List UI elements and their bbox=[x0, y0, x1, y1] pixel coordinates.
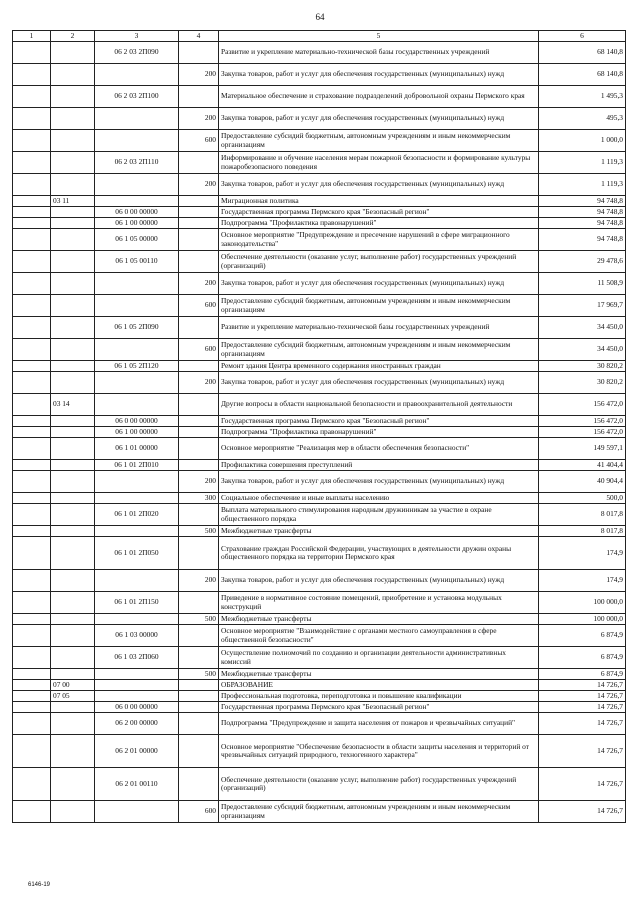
amount-cell: 34 450,0 bbox=[539, 339, 626, 361]
amount-cell: 1 119,3 bbox=[539, 174, 626, 196]
expense-type-cell bbox=[179, 427, 219, 438]
description-cell: Социальное обеспечение и иные выплаты населению bbox=[219, 493, 539, 504]
target-article-cell: 06 2 03 2П100 bbox=[95, 86, 179, 108]
description-cell: Закупка товаров, работ и услуг для обеспечения государственных (муниципальных) нужд bbox=[219, 372, 539, 394]
footer-code: 6146-19 bbox=[28, 882, 51, 888]
table-row bbox=[13, 108, 626, 130]
col1-cell bbox=[13, 669, 51, 680]
col1-cell bbox=[13, 471, 51, 493]
table-row bbox=[13, 801, 626, 823]
description-cell: Государственная программа Пермского края "Безопасный регион" bbox=[219, 702, 539, 713]
budget-table bbox=[12, 30, 626, 823]
amount-cell: 14 726,7 bbox=[539, 713, 626, 735]
section-code-cell: 03 11 bbox=[51, 196, 95, 207]
description-cell: Подпрограмма "Предупреждение и защита населения от пожаров и чрезвычайных ситуаций" bbox=[219, 713, 539, 735]
section-code-cell bbox=[51, 251, 95, 273]
expense-type-cell: 200 bbox=[179, 64, 219, 86]
expense-type-cell: 500 bbox=[179, 669, 219, 680]
section-code-cell bbox=[51, 614, 95, 625]
section-code-cell bbox=[51, 735, 95, 768]
amount-cell: 14 726,7 bbox=[539, 702, 626, 713]
section-code-cell bbox=[51, 570, 95, 592]
description-cell: Развитие и укрепление материально-технической базы государственных учреждений bbox=[219, 317, 539, 339]
target-article-cell: 06 0 00 00000 bbox=[95, 416, 179, 427]
description-cell: Основное мероприятие "Предупреждение и пресечение нарушений в сфере миграционного законодательства" bbox=[219, 229, 539, 251]
table-row bbox=[13, 42, 626, 64]
section-code-cell bbox=[51, 86, 95, 108]
expense-type-cell: 200 bbox=[179, 471, 219, 493]
description-cell: Предоставление субсидий бюджетным, автономным учреждениям и иным некоммерческим организациям bbox=[219, 295, 539, 317]
table-row bbox=[13, 251, 626, 273]
expense-type-cell bbox=[179, 207, 219, 218]
section-code-cell bbox=[51, 768, 95, 801]
table-row bbox=[13, 427, 626, 438]
header-cell-5: 5 bbox=[219, 31, 539, 42]
target-article-cell: 06 1 01 2П150 bbox=[95, 592, 179, 614]
amount-cell: 100 000,0 bbox=[539, 614, 626, 625]
section-code-cell bbox=[51, 64, 95, 86]
table-row bbox=[13, 713, 626, 735]
section-code-cell bbox=[51, 702, 95, 713]
table-row bbox=[13, 317, 626, 339]
section-code-cell bbox=[51, 537, 95, 570]
col1-cell bbox=[13, 570, 51, 592]
target-article-cell: 06 2 01 00000 bbox=[95, 735, 179, 768]
col1-cell bbox=[13, 317, 51, 339]
amount-cell: 94 748,8 bbox=[539, 196, 626, 207]
expense-type-cell bbox=[179, 647, 219, 669]
col1-cell bbox=[13, 625, 51, 647]
description-cell: Материальное обеспечение и страхование подразделений добровольной охраны Пермского края bbox=[219, 86, 539, 108]
section-code-cell bbox=[51, 108, 95, 130]
target-article-cell bbox=[95, 295, 179, 317]
target-article-cell bbox=[95, 669, 179, 680]
table-row bbox=[13, 570, 626, 592]
table-row bbox=[13, 130, 626, 152]
target-article-cell bbox=[95, 614, 179, 625]
target-article-cell: 06 1 01 2П010 bbox=[95, 460, 179, 471]
table-row bbox=[13, 394, 626, 416]
target-article-cell bbox=[95, 64, 179, 86]
amount-cell: 68 140,8 bbox=[539, 42, 626, 64]
amount-cell: 14 726,7 bbox=[539, 801, 626, 823]
amount-cell: 68 140,8 bbox=[539, 64, 626, 86]
description-cell: Закупка товаров, работ и услуг для обеспечения государственных (муниципальных) нужд bbox=[219, 64, 539, 86]
col1-cell bbox=[13, 273, 51, 295]
description-cell: Межбюджетные трансферты bbox=[219, 669, 539, 680]
amount-cell: 30 820,2 bbox=[539, 361, 626, 372]
target-article-cell bbox=[95, 196, 179, 207]
col1-cell bbox=[13, 537, 51, 570]
table-row bbox=[13, 493, 626, 504]
target-article-cell bbox=[95, 691, 179, 702]
col1-cell bbox=[13, 614, 51, 625]
expense-type-cell: 200 bbox=[179, 273, 219, 295]
col1-cell bbox=[13, 713, 51, 735]
col1-cell bbox=[13, 394, 51, 416]
description-cell: Развитие и укрепление материально-технической базы государственных учреждений bbox=[219, 42, 539, 64]
target-article-cell bbox=[95, 526, 179, 537]
col1-cell bbox=[13, 801, 51, 823]
section-code-cell bbox=[51, 273, 95, 295]
target-article-cell bbox=[95, 339, 179, 361]
amount-cell: 1 495,3 bbox=[539, 86, 626, 108]
amount-cell: 1 000,0 bbox=[539, 130, 626, 152]
table-row bbox=[13, 339, 626, 361]
expense-type-cell bbox=[179, 537, 219, 570]
col1-cell bbox=[13, 768, 51, 801]
description-cell: Миграционная политика bbox=[219, 196, 539, 207]
target-article-cell: 06 1 03 2П060 bbox=[95, 647, 179, 669]
target-article-cell: 06 2 01 00110 bbox=[95, 768, 179, 801]
col1-cell bbox=[13, 174, 51, 196]
expense-type-cell: 200 bbox=[179, 570, 219, 592]
section-code-cell bbox=[51, 174, 95, 196]
col1-cell bbox=[13, 526, 51, 537]
expense-type-cell: 600 bbox=[179, 801, 219, 823]
table-row bbox=[13, 647, 626, 669]
table-row bbox=[13, 526, 626, 537]
amount-cell: 6 874,9 bbox=[539, 625, 626, 647]
description-cell: Межбюджетные трансферты bbox=[219, 614, 539, 625]
col1-cell bbox=[13, 295, 51, 317]
expense-type-cell bbox=[179, 680, 219, 691]
expense-type-cell bbox=[179, 86, 219, 108]
section-code-cell bbox=[51, 372, 95, 394]
amount-cell: 156 472,0 bbox=[539, 416, 626, 427]
table-row bbox=[13, 416, 626, 427]
expense-type-cell bbox=[179, 42, 219, 64]
table-row bbox=[13, 207, 626, 218]
target-article-cell: 06 1 00 00000 bbox=[95, 427, 179, 438]
section-code-cell bbox=[51, 42, 95, 64]
section-code-cell: 07 00 bbox=[51, 680, 95, 691]
description-cell: Страхование граждан Российской Федерации, участвующих в деятельности дружин охраны общественного порядка на территории Пермского края bbox=[219, 537, 539, 570]
section-code-cell: 07 05 bbox=[51, 691, 95, 702]
target-article-cell bbox=[95, 570, 179, 592]
table-row bbox=[13, 218, 626, 229]
table-row bbox=[13, 680, 626, 691]
expense-type-cell bbox=[179, 625, 219, 647]
expense-type-cell bbox=[179, 152, 219, 174]
expense-type-cell bbox=[179, 361, 219, 372]
description-cell: Закупка товаров, работ и услуг для обеспечения государственных (муниципальных) нужд bbox=[219, 108, 539, 130]
description-cell: Ремонт здания Центра временного содержания иностранных граждан bbox=[219, 361, 539, 372]
amount-cell: 495,3 bbox=[539, 108, 626, 130]
table-row bbox=[13, 174, 626, 196]
target-article-cell: 06 2 03 2П110 bbox=[95, 152, 179, 174]
description-cell: Профилактика совершения преступлений bbox=[219, 460, 539, 471]
target-article-cell: 06 1 05 00110 bbox=[95, 251, 179, 273]
target-article-cell: 06 1 05 2П120 bbox=[95, 361, 179, 372]
section-code-cell bbox=[51, 504, 95, 526]
description-cell: Закупка товаров, работ и услуг для обеспечения государственных (муниципальных) нужд bbox=[219, 471, 539, 493]
col1-cell bbox=[13, 504, 51, 526]
col1-cell bbox=[13, 691, 51, 702]
amount-cell: 34 450,0 bbox=[539, 317, 626, 339]
expense-type-cell bbox=[179, 504, 219, 526]
target-article-cell: 06 1 01 2П050 bbox=[95, 537, 179, 570]
description-cell: Закупка товаров, работ и услуг для обеспечения государственных (муниципальных) нужд bbox=[219, 174, 539, 196]
amount-cell: 94 748,8 bbox=[539, 229, 626, 251]
amount-cell: 149 597,1 bbox=[539, 438, 626, 460]
target-article-cell bbox=[95, 680, 179, 691]
amount-cell: 174,9 bbox=[539, 537, 626, 570]
table-row bbox=[13, 152, 626, 174]
section-code-cell bbox=[51, 207, 95, 218]
description-cell: Обеспечение деятельности (оказание услуг, выполнение работ) государственных учреждений (организаций) bbox=[219, 251, 539, 273]
amount-cell: 17 969,7 bbox=[539, 295, 626, 317]
table-row bbox=[13, 735, 626, 768]
expense-type-cell: 200 bbox=[179, 174, 219, 196]
expense-type-cell bbox=[179, 735, 219, 768]
table-row bbox=[13, 86, 626, 108]
table-row bbox=[13, 361, 626, 372]
col1-cell bbox=[13, 702, 51, 713]
amount-cell: 100 000,0 bbox=[539, 592, 626, 614]
expense-type-cell: 500 bbox=[179, 526, 219, 537]
expense-type-cell bbox=[179, 460, 219, 471]
expense-type-cell bbox=[179, 229, 219, 251]
target-article-cell bbox=[95, 108, 179, 130]
header-cell-3: 3 bbox=[95, 31, 179, 42]
section-code-cell bbox=[51, 647, 95, 669]
col1-cell bbox=[13, 130, 51, 152]
target-article-cell bbox=[95, 130, 179, 152]
col1-cell bbox=[13, 460, 51, 471]
table-row bbox=[13, 691, 626, 702]
amount-cell: 94 748,8 bbox=[539, 218, 626, 229]
table-row bbox=[13, 196, 626, 207]
header-cell-6: 6 bbox=[539, 31, 626, 42]
amount-cell: 156 472,0 bbox=[539, 427, 626, 438]
table-row bbox=[13, 471, 626, 493]
section-code-cell bbox=[51, 438, 95, 460]
col1-cell bbox=[13, 64, 51, 86]
amount-cell: 8 017,8 bbox=[539, 526, 626, 537]
expense-type-cell bbox=[179, 702, 219, 713]
amount-cell: 8 017,8 bbox=[539, 504, 626, 526]
page-number: 64 bbox=[315, 12, 325, 22]
table-row bbox=[13, 504, 626, 526]
description-cell: Информирование и обучение населения мерам пожарной безопасности и формирование культуры пожаробезопасного поведения bbox=[219, 152, 539, 174]
col1-cell bbox=[13, 361, 51, 372]
description-cell: Государственная программа Пермского края "Безопасный регион" bbox=[219, 207, 539, 218]
section-code-cell bbox=[51, 669, 95, 680]
description-cell: Подпрограмма "Профилактика правонарушений" bbox=[219, 218, 539, 229]
target-article-cell bbox=[95, 372, 179, 394]
section-code-cell bbox=[51, 427, 95, 438]
col1-cell bbox=[13, 196, 51, 207]
expense-type-cell: 600 bbox=[179, 339, 219, 361]
col1-cell bbox=[13, 251, 51, 273]
expense-type-cell bbox=[179, 196, 219, 207]
header-cell-2: 2 bbox=[51, 31, 95, 42]
amount-cell: 14 726,7 bbox=[539, 691, 626, 702]
table-row bbox=[13, 702, 626, 713]
table-body bbox=[13, 42, 626, 823]
section-code-cell bbox=[51, 339, 95, 361]
description-cell: Предоставление субсидий бюджетным, автономным учреждениям и иным некоммерческим организациям bbox=[219, 130, 539, 152]
expense-type-cell: 200 bbox=[179, 372, 219, 394]
col1-cell bbox=[13, 427, 51, 438]
target-article-cell bbox=[95, 174, 179, 196]
header-cell-1: 1 bbox=[13, 31, 51, 42]
target-article-cell: 06 0 00 00000 bbox=[95, 207, 179, 218]
amount-cell: 6 874,9 bbox=[539, 669, 626, 680]
description-cell: Закупка товаров, работ и услуг для обеспечения государственных (муниципальных) нужд bbox=[219, 273, 539, 295]
col1-cell bbox=[13, 416, 51, 427]
section-code-cell bbox=[51, 295, 95, 317]
expense-type-cell bbox=[179, 691, 219, 702]
section-code-cell bbox=[51, 713, 95, 735]
amount-cell: 14 726,7 bbox=[539, 680, 626, 691]
expense-type-cell: 500 bbox=[179, 614, 219, 625]
col1-cell bbox=[13, 680, 51, 691]
target-article-cell bbox=[95, 394, 179, 416]
description-cell: Основное мероприятие "Обеспечение безопасности в области защиты населения и территорий от чрезвычайных ситуаций природного, техногенного характера" bbox=[219, 735, 539, 768]
expense-type-cell: 300 bbox=[179, 493, 219, 504]
target-article-cell: 06 1 01 2П020 bbox=[95, 504, 179, 526]
section-code-cell bbox=[51, 317, 95, 339]
description-cell: Предоставление субсидий бюджетным, автономным учреждениям и иным некоммерческим организациям bbox=[219, 339, 539, 361]
description-cell: Подпрограмма "Профилактика правонарушений" bbox=[219, 427, 539, 438]
description-cell: Закупка товаров, работ и услуг для обеспечения государственных (муниципальных) нужд bbox=[219, 570, 539, 592]
col1-cell bbox=[13, 372, 51, 394]
col1-cell bbox=[13, 86, 51, 108]
amount-cell: 30 820,2 bbox=[539, 372, 626, 394]
table-row bbox=[13, 64, 626, 86]
table-row bbox=[13, 625, 626, 647]
target-article-cell bbox=[95, 801, 179, 823]
table-row bbox=[13, 229, 626, 251]
description-cell: Предоставление субсидий бюджетным, автономным учреждениям и иным некоммерческим организациям bbox=[219, 801, 539, 823]
amount-cell: 156 472,0 bbox=[539, 394, 626, 416]
table-row bbox=[13, 768, 626, 801]
section-code-cell bbox=[51, 460, 95, 471]
expense-type-cell bbox=[179, 768, 219, 801]
description-cell: Основное мероприятие "Взаимодействие с органами местного самоуправления в сфере общественной безопасности" bbox=[219, 625, 539, 647]
expense-type-cell bbox=[179, 438, 219, 460]
col1-cell bbox=[13, 493, 51, 504]
amount-cell: 174,9 bbox=[539, 570, 626, 592]
section-code-cell bbox=[51, 471, 95, 493]
description-cell: Осуществление полномочий по созданию и организации деятельности административных комиссий bbox=[219, 647, 539, 669]
col1-cell bbox=[13, 229, 51, 251]
col1-cell bbox=[13, 42, 51, 64]
expense-type-cell bbox=[179, 713, 219, 735]
amount-cell: 40 904,4 bbox=[539, 471, 626, 493]
expense-type-cell bbox=[179, 416, 219, 427]
col1-cell bbox=[13, 735, 51, 768]
expense-type-cell bbox=[179, 218, 219, 229]
description-cell: Межбюджетные трансферты bbox=[219, 526, 539, 537]
amount-cell: 94 748,8 bbox=[539, 207, 626, 218]
target-article-cell bbox=[95, 471, 179, 493]
amount-cell: 6 874,9 bbox=[539, 647, 626, 669]
target-article-cell: 06 1 05 2П090 bbox=[95, 317, 179, 339]
header-row bbox=[13, 31, 626, 42]
description-cell: Обеспечение деятельности (оказание услуг, выполнение работ) государственных учреждений (организаций) bbox=[219, 768, 539, 801]
section-code-cell bbox=[51, 493, 95, 504]
expense-type-cell: 200 bbox=[179, 108, 219, 130]
amount-cell: 14 726,7 bbox=[539, 735, 626, 768]
col1-cell bbox=[13, 152, 51, 174]
description-cell: Выплата материального стимулирования народным дружинникам за участие в охране общественного порядка bbox=[219, 504, 539, 526]
table-row bbox=[13, 537, 626, 570]
expense-type-cell bbox=[179, 394, 219, 416]
table-row bbox=[13, 669, 626, 680]
target-article-cell bbox=[95, 273, 179, 295]
table-row bbox=[13, 438, 626, 460]
expense-type-cell bbox=[179, 251, 219, 273]
col1-cell bbox=[13, 647, 51, 669]
target-article-cell: 06 1 05 00000 bbox=[95, 229, 179, 251]
description-cell: ОБРАЗОВАНИЕ bbox=[219, 680, 539, 691]
col1-cell bbox=[13, 207, 51, 218]
col1-cell bbox=[13, 108, 51, 130]
target-article-cell: 06 1 00 00000 bbox=[95, 218, 179, 229]
header-cell-4: 4 bbox=[179, 31, 219, 42]
table-row bbox=[13, 460, 626, 471]
col1-cell bbox=[13, 339, 51, 361]
amount-cell: 41 404,4 bbox=[539, 460, 626, 471]
table-row bbox=[13, 592, 626, 614]
description-cell: Основное мероприятие "Реализация мер в области обеспечения безопасности" bbox=[219, 438, 539, 460]
section-code-cell bbox=[51, 218, 95, 229]
section-code-cell bbox=[51, 130, 95, 152]
target-article-cell: 06 1 01 00000 bbox=[95, 438, 179, 460]
amount-cell: 14 726,7 bbox=[539, 768, 626, 801]
expense-type-cell bbox=[179, 592, 219, 614]
description-cell: Другие вопросы в области национальной безопасности и правоохранительной деятельности bbox=[219, 394, 539, 416]
table-row bbox=[13, 372, 626, 394]
table-row bbox=[13, 295, 626, 317]
table-row bbox=[13, 273, 626, 295]
section-code-cell bbox=[51, 152, 95, 174]
section-code-cell bbox=[51, 526, 95, 537]
section-code-cell bbox=[51, 416, 95, 427]
section-code-cell bbox=[51, 801, 95, 823]
description-cell: Государственная программа Пермского края "Безопасный регион" bbox=[219, 416, 539, 427]
amount-cell: 29 478,6 bbox=[539, 251, 626, 273]
target-article-cell: 06 0 00 00000 bbox=[95, 702, 179, 713]
target-article-cell: 06 2 03 2П090 bbox=[95, 42, 179, 64]
section-code-cell: 03 14 bbox=[51, 394, 95, 416]
section-code-cell bbox=[51, 625, 95, 647]
col1-cell bbox=[13, 592, 51, 614]
expense-type-cell: 600 bbox=[179, 295, 219, 317]
section-code-cell bbox=[51, 229, 95, 251]
section-code-cell bbox=[51, 592, 95, 614]
expense-type-cell: 600 bbox=[179, 130, 219, 152]
expense-type-cell bbox=[179, 317, 219, 339]
table-row bbox=[13, 614, 626, 625]
target-article-cell: 06 1 03 00000 bbox=[95, 625, 179, 647]
target-article-cell: 06 2 00 00000 bbox=[95, 713, 179, 735]
amount-cell: 11 508,9 bbox=[539, 273, 626, 295]
col1-cell bbox=[13, 218, 51, 229]
description-cell: Приведение в нормативное состояние помещений, приобретение и установка модульных конструкций bbox=[219, 592, 539, 614]
amount-cell: 1 119,3 bbox=[539, 152, 626, 174]
col1-cell bbox=[13, 438, 51, 460]
target-article-cell bbox=[95, 493, 179, 504]
section-code-cell bbox=[51, 361, 95, 372]
description-cell: Профессиональная подготовка, переподготовка и повышение квалификации bbox=[219, 691, 539, 702]
amount-cell: 500,0 bbox=[539, 493, 626, 504]
